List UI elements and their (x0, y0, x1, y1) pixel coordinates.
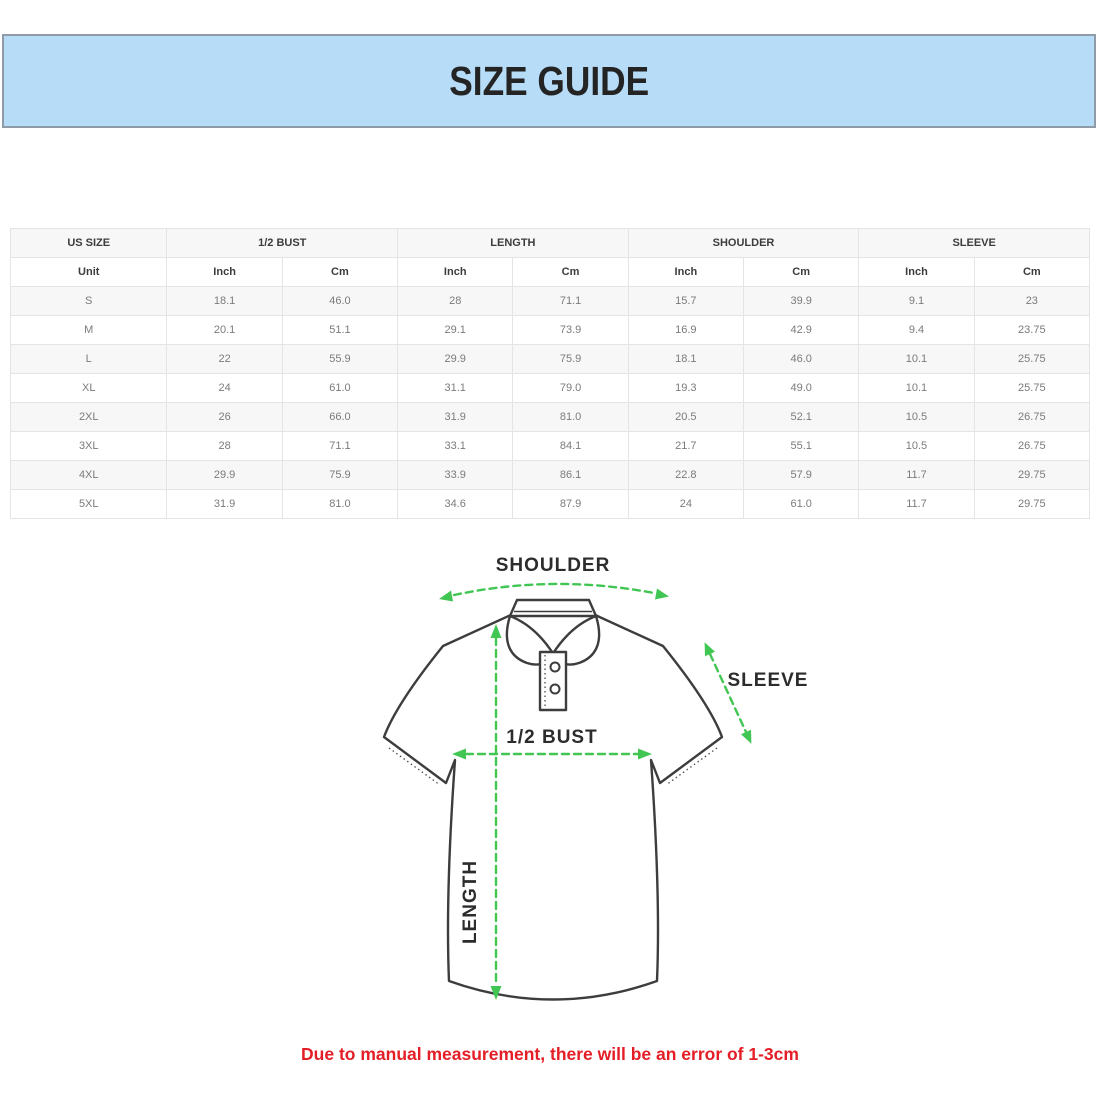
measurement-cell: 33.1 (398, 432, 513, 461)
table-unit-header-row (11, 258, 1090, 287)
measurement-cell: 29.75 (974, 461, 1089, 490)
unit-header-cell: Cm (744, 258, 859, 287)
unit-header-cell: Inch (859, 258, 974, 287)
measurement-cell: 11.7 (859, 461, 974, 490)
measurement-cell: 33.9 (398, 461, 513, 490)
measurement-cell: 55.9 (282, 345, 397, 374)
size-cell: 4XL (11, 461, 167, 490)
measurement-cell: 15.7 (628, 287, 743, 316)
measurement-cell: 55.1 (744, 432, 859, 461)
table-row (11, 316, 1090, 345)
measurement-cell: 22 (167, 345, 282, 374)
size-table (10, 228, 1090, 519)
measurement-cell: 10.5 (859, 432, 974, 461)
measurement-cell: 28 (398, 287, 513, 316)
measurement-cell: 21.7 (628, 432, 743, 461)
measurement-cell: 24 (167, 374, 282, 403)
unit-header-cell: Unit (11, 258, 167, 287)
bust-label: 1/2 BUST (506, 727, 598, 748)
measurement-cell: 31.9 (167, 490, 282, 519)
measurement-cell: 49.0 (744, 374, 859, 403)
button-bottom (551, 685, 560, 694)
size-cell: S (11, 287, 167, 316)
measurement-cell: 46.0 (282, 287, 397, 316)
table-row (11, 432, 1090, 461)
measurement-cell: 10.1 (859, 345, 974, 374)
page-title: SIZE GUIDE (449, 57, 649, 104)
size-cell: M (11, 316, 167, 345)
size-table-body (11, 229, 1090, 519)
measurement-cell: 28 (167, 432, 282, 461)
column-group-header: US SIZE (11, 229, 167, 258)
measurement-cell: 73.9 (513, 316, 628, 345)
measurement-cell: 23 (974, 287, 1089, 316)
table-row (11, 287, 1090, 316)
measurement-cell: 39.9 (744, 287, 859, 316)
column-group-header: LENGTH (398, 229, 629, 258)
measurement-cell: 25.75 (974, 374, 1089, 403)
measurement-cell: 31.9 (398, 403, 513, 432)
measurement-cell: 75.9 (282, 461, 397, 490)
button-top (551, 663, 560, 672)
shoulder-label: SHOULDER (495, 555, 611, 576)
measurement-cell: 29.9 (398, 345, 513, 374)
length-label: LENGTH (460, 859, 481, 945)
measurement-cell: 11.7 (859, 490, 974, 519)
column-group-header: SHOULDER (628, 229, 859, 258)
measurement-cell: 26 (167, 403, 282, 432)
table-row (11, 461, 1090, 490)
measurement-cell: 87.9 (513, 490, 628, 519)
unit-header-cell: Cm (974, 258, 1089, 287)
size-cell: 3XL (11, 432, 167, 461)
table-row (11, 374, 1090, 403)
measurement-cell: 10.5 (859, 403, 974, 432)
measurement-cell: 57.9 (744, 461, 859, 490)
measurement-cell: 26.75 (974, 403, 1089, 432)
size-cell: XL (11, 374, 167, 403)
polo-shirt-illustration (384, 600, 722, 1000)
measurement-cell: 46.0 (744, 345, 859, 374)
size-cell: 5XL (11, 490, 167, 519)
placket (540, 652, 566, 710)
measurement-cell: 29.75 (974, 490, 1089, 519)
measurement-cell: 34.6 (398, 490, 513, 519)
measurement-cell: 86.1 (513, 461, 628, 490)
measurement-cell: 75.9 (513, 345, 628, 374)
measurement-cell: 29.1 (398, 316, 513, 345)
measurement-cell: 16.9 (628, 316, 743, 345)
shirt-measurement-diagram (370, 550, 810, 1030)
unit-header-cell: Cm (513, 258, 628, 287)
collar-band (510, 600, 596, 616)
measurement-cell: 61.0 (744, 490, 859, 519)
table-row (11, 403, 1090, 432)
measurement-cell: 18.1 (628, 345, 743, 374)
unit-header-cell: Cm (282, 258, 397, 287)
measurement-cell: 31.1 (398, 374, 513, 403)
table-row (11, 345, 1090, 374)
measurement-cell: 18.1 (167, 287, 282, 316)
measurement-cell: 52.1 (744, 403, 859, 432)
table-group-header-row (11, 229, 1090, 258)
measurement-cell: 23.75 (974, 316, 1089, 345)
measurement-cell: 20.1 (167, 316, 282, 345)
measurement-cell: 81.0 (513, 403, 628, 432)
size-cell: L (11, 345, 167, 374)
measurement-cell: 81.0 (282, 490, 397, 519)
table-row (11, 490, 1090, 519)
measurement-cell: 24 (628, 490, 743, 519)
unit-header-cell: Inch (398, 258, 513, 287)
measurement-disclaimer: Due to manual measurement, there will be an error of 1-3cm (301, 1044, 799, 1064)
measurement-cell: 20.5 (628, 403, 743, 432)
column-group-header: SLEEVE (859, 229, 1090, 258)
measurement-cell: 9.1 (859, 287, 974, 316)
measurement-cell: 71.1 (513, 287, 628, 316)
measurement-cell: 61.0 (282, 374, 397, 403)
sleeve-label: SLEEVE (727, 670, 809, 691)
measurement-cell: 25.75 (974, 345, 1089, 374)
measurement-cell: 51.1 (282, 316, 397, 345)
measurement-cell: 29.9 (167, 461, 282, 490)
measurement-cell: 19.3 (628, 374, 743, 403)
measurement-cell: 84.1 (513, 432, 628, 461)
measurement-cell: 66.0 (282, 403, 397, 432)
unit-header-cell: Inch (167, 258, 282, 287)
size-cell: 2XL (11, 403, 167, 432)
measurement-cell: 71.1 (282, 432, 397, 461)
measurement-cell: 22.8 (628, 461, 743, 490)
measurement-cell: 26.75 (974, 432, 1089, 461)
column-group-header: 1/2 BUST (167, 229, 398, 258)
measurement-cell: 9.4 (859, 316, 974, 345)
measurement-cell: 10.1 (859, 374, 974, 403)
size-guide-banner (2, 34, 1096, 128)
measurement-cell: 79.0 (513, 374, 628, 403)
unit-header-cell: Inch (628, 258, 743, 287)
measurement-cell: 42.9 (744, 316, 859, 345)
